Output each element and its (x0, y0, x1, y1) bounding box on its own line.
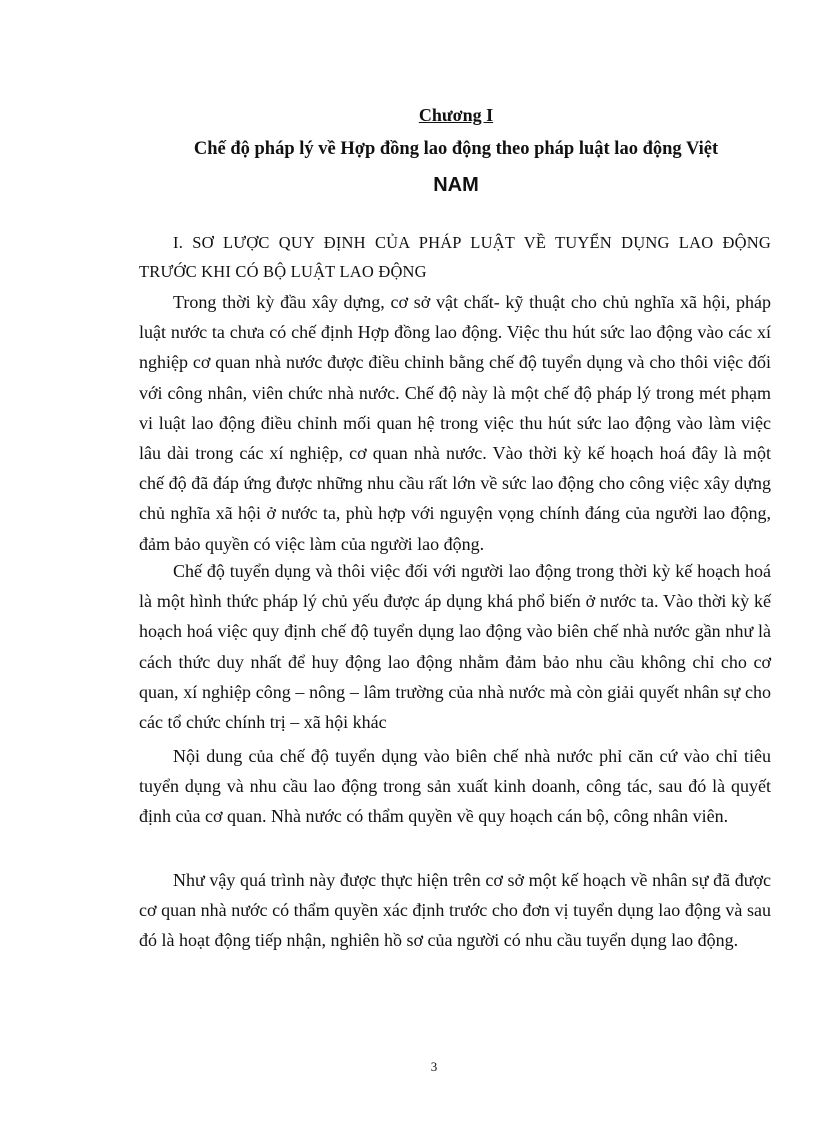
paragraph: Trong thời kỳ đầu xây dựng, cơ sở vật chất- kỹ thuật cho chủ nghĩa xã hội, pháp luật nước ta chưa có chế định Hợp đồng lao động. Việc thu hút sức lao động vào các xí nghiệp cơ quan nhà nước được điều chỉnh bằng chế độ tuyển dụng và cho thôi việc đối với công nhân, viên chức nhà nước. Chế độ này là một chế độ pháp lý trong mét phạm vi luật lao động điều chỉnh mối quan hệ trong việc thu hút sức lao động vào làm việc lâu dài trong các xí nghiệp, cơ quan nhà nước. Vào thời kỳ kế hoạch hoá đây là một chế độ đã đáp ứng được những nhu cầu rất lớn về sức lao động cho công việc xây dựng chủ nghĩa xã hội ở nước ta, phù hợp với nguyện vọng chính đáng của người lao động, đảm bảo quyền có việc làm của người lao động. (139, 292, 771, 554)
paragraph: Như vậy quá trình này được thực hiện trên cơ sở một kế hoạch về nhân sự đã được cơ quan nhà nước có thẩm quyền xác định trước cho đơn vị tuyển dụng lao động và sau đó là hoạt động tiếp nhận, nghiên hồ sơ của người có nhu cầu tuyển dụng lao động. (139, 870, 771, 951)
page-number: 3 (430, 1059, 438, 1074)
paragraph: Nội dung của chế độ tuyển dụng vào biên chế nhà nước phỉ căn cứ vào chỉ tiêu tuyển dụng và nhu cầu lao động trong sản xuất kinh doanh, công tác, sau đó là quyết định của cơ quan. Nhà nước có thẩm quyền về quy hoạch cán bộ, công nhân viên. (139, 746, 771, 827)
section-heading: I. SƠ LƯỢC QUY ĐỊNH CỦA PHÁP LUẬT VỀ TUYỂN DỤNG LAO ĐỘNG TRƯỚC KHI CÓ BỘ LUẬT LAO ĐỘNG (139, 233, 771, 281)
chapter-title-line-2: NAM (433, 174, 479, 196)
chapter-heading: Chương I (418, 105, 494, 125)
chapter-title-line-1: Chế độ pháp lý về Hợp đồng lao động theo pháp luật lao động Việt (193, 139, 719, 159)
paragraph: Chế độ tuyển dụng và thôi việc đối với người lao động trong thời kỳ kế hoạch hoá là một hình thức pháp lý chủ yếu được áp dụng khá phổ biến ở nước ta. Vào thời kỳ kế hoạch hoá việc quy định chế độ tuyển dụng lao động vào biên chế nhà nước gần như là cách thức duy nhất để huy động lao động nhằm đảm bảo nhu cầu không chỉ cho cơ quan, xí nghiệp công – nông – lâm trường của nhà nước mà còn giải quyết nhân sự cho các tổ chức chính trị – xã hội khác (139, 561, 771, 733)
